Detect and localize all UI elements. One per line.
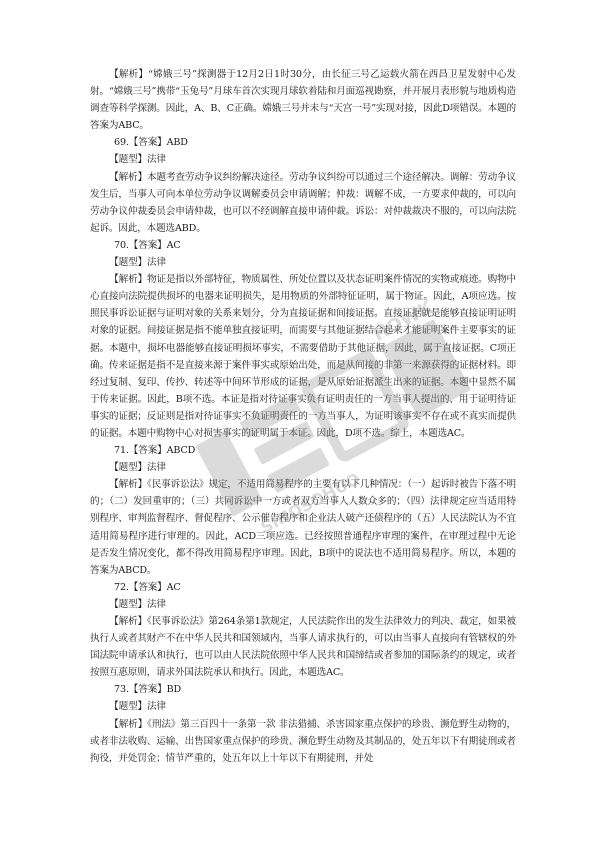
paragraph: 【解析】“嫦娥三号”探测器于12月2日1时30分，由长征三号乙运载火箭在西昌卫星发射中心发射。“嫦娥三号”携带“玉兔号”月球车首次实现月球软着陆和月面巡视勘察，并开展月表形貌与地质构造调查等科学探测。因此，A、B、C正确。嫦娥三号并未与“天宫一号”实现对接，因此D项错误。本题的答案为ABC。	[90, 69, 516, 132]
paragraph: 【解析】物证是指以外部特征，物质属性、所处位置以及状态证明案件情况的实物或痕迹。购物中心直接向法院提供损坏的电器来证明损失，是用物质的外部特征证明，属于物证。因此，A项应选。按照民事诉讼证据与证明对象的关系来划分，分为直接证据和间接证据。直接证据就是能够直接证明证明对象的证据。间接证据是指不能单独直接证明，而需要与其他证据结合起来才能证明案件主要事实的证据。本题中，损坏电器能够直接证明损坏事实，不需要借助于其他证据，因此，属于直接证据。C项正确。传来证据是指不是直接来源于案件事实或原始出处，而是从间接的非第一来源获得的证据材料。即经过复制、复印、传抄、转述等中间环节形成的证据，是从原始证据派生出来的证据。本题中显然不属于传来证据。因此，B项不选。本证是指对待证事实负有证明责任的一方当事人提出的、用于证明待证事实的证据；反证则是指对待证事实不负证明责任的一方当事人，为证明该事实不存在或不真实而提供的证据。本题中购物中心对损害事实的证明属于本证。因此，D项不选。综上，本题选AC。	[90, 274, 516, 439]
answer-line: 72.【答案】AC	[114, 581, 181, 593]
answer-line: 69.【答案】ABD	[114, 137, 188, 149]
paragraph: 【题型】法律	[109, 598, 166, 610]
paragraph: 【题型】法律	[109, 257, 166, 269]
paragraph: 【题型】法律	[109, 462, 166, 474]
paragraph: 【解析】《刑法》第三百四十一条第一款 非法猎捕、杀害国家重点保护的珍贵、濒危野生动物的，或者非法收购、运输、出售国家重点保护的珍贵、濒危野生动物及其制品的，处五年以下有期徒刑或者拘役，并处罚金；情节严重的，处五年以上十年以下有期徒刑，并处	[90, 718, 516, 764]
answer-line: 71.【答案】ABCD	[114, 445, 196, 457]
answer-explanations	[90, 66, 516, 767]
watermark-sub2: HOWK	[369, 296, 437, 346]
answer-line: 70.【答案】AC	[114, 239, 181, 251]
paragraph: 【解析】《民事诉讼法》第264条第1款规定，人民法院作出的发生法律效力的判决、裁定，如果被执行人或者其财产不在中华人民共和国领域内，当事人请求执行的，可以由当事人直接向有管辖权的外国法院申请承认和执行，也可以由人民法院依照中华人民共和国缔结或者参加的国际条约的规定，或者按照互惠原则，请求外国法院承认和执行。因此，本题选AC。	[90, 616, 516, 679]
answer-line: 73.【答案】BD	[114, 684, 182, 696]
paragraph: 【题型】法律	[109, 154, 166, 166]
paragraph: 【解析】本题考查劳动争议纠纷解决途径。劳动争议纠纷可以通过三个途径解决。调解：劳动争议发生后，当事人可向本单位劳动争议调解委员会申请调解；仲裁：调解不成，一方要求仲裁的，可以向劳动争议仲裁委员会申请仲裁，也可以不经调解直接申请仲裁。诉讼：对仲裁裁决不服的，可以向法院起诉。因此，本题选ABD。	[90, 171, 516, 234]
paragraph: 【题型】法律	[109, 701, 166, 713]
paragraph: 【解析】《民事诉讼法》规定，不适用简易程序的主要有以下几种情况：（一）起诉时被告下落不明的；（二）发回重审的；（三）共同诉讼中一方或者双方当事人人数众多的；（四）法律规定应当适用特别程序、审判监督程序、督促程序、公示催告程序和企业法人破产还债程序的（五）人民法院认为不宜适用简易程序进行审理的。因此，ACD三项应选。已经按照普通程序审理的案件，在审理过程中无论是否发生情况变化，都不得改用简易程序审理。因此，B项中的说法也不适用简易程序。所以，本题的答案为ABCD。	[90, 479, 516, 576]
watermark-sub1: SINOSOHUO	[257, 469, 364, 538]
